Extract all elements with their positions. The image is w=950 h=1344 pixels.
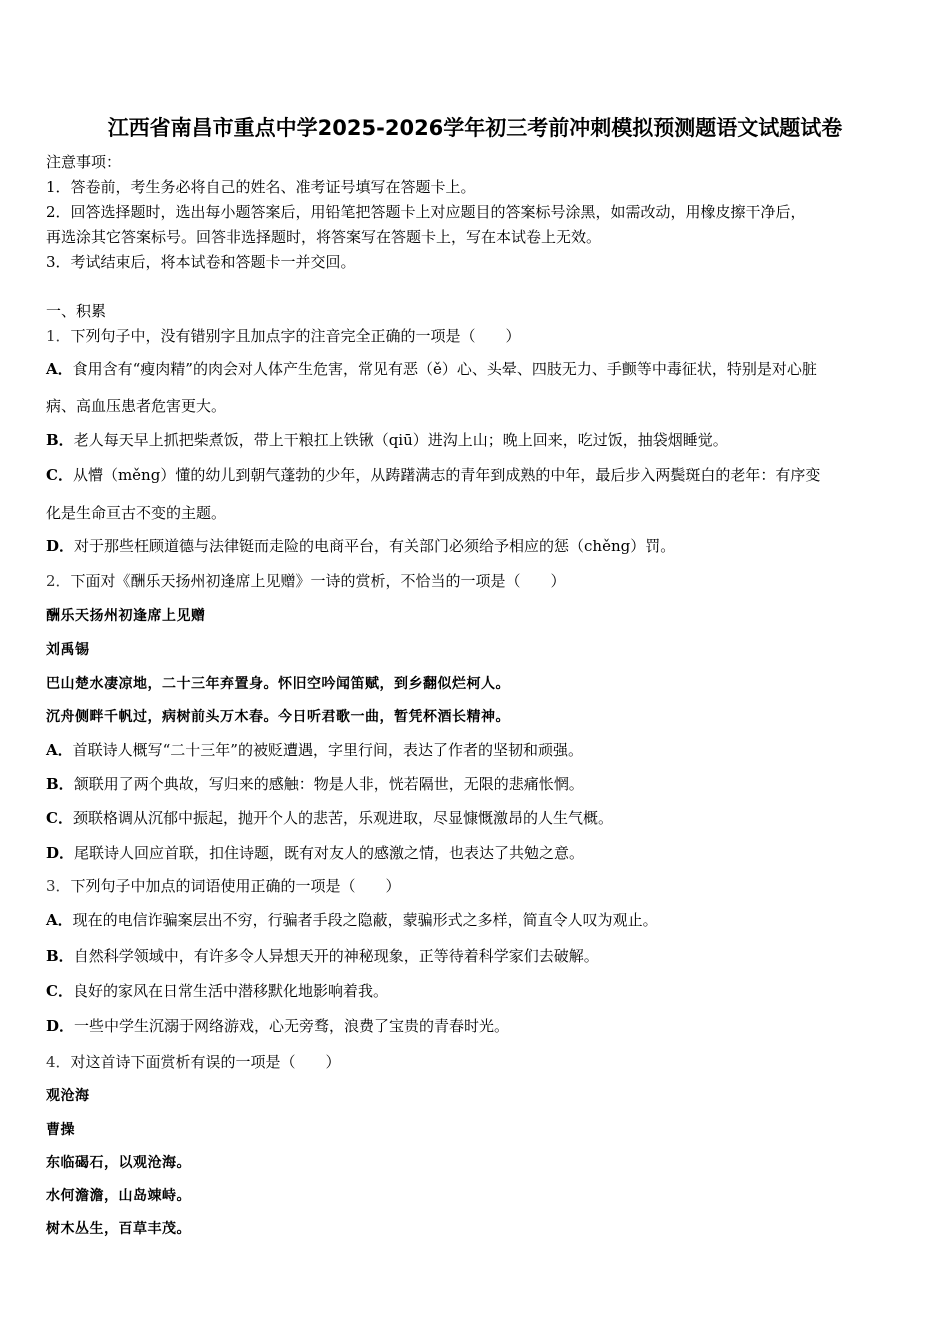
option-label: B． (46, 431, 74, 449)
question-stem: 下面对《酬乐天扬州初逢席上见赠》一诗的赏析，不恰当的一项是（ ） (70, 572, 566, 590)
question-2 (46, 571, 566, 591)
poem-line: 东临碣石，以观沧海。 (46, 1155, 191, 1171)
poem-line: 树木丛生，百草丰茂。 (46, 1221, 191, 1237)
option-text: 从懵（měng）懂的幼儿到朝气蓬勃的少年，从踌躇满志的青年到成熟的中年，最后步入两鬓斑白的老年：有序变 (72, 466, 821, 484)
notice-item: 2．回答选择题时，选出每小题答案后，用铅笔把答题卡上对应题目的答案标号涂黑，如需改动，用橡皮擦干净后， (46, 203, 806, 221)
option-label: B． (46, 775, 74, 793)
poem-author: 曹操 (46, 1122, 75, 1138)
question-number: 1． (46, 327, 71, 345)
option-text: 老人每天早上抓把柴煮饭，带上干粮扛上铁锹（qiū）进沟上山；晚上回来，吃过饭，抽袋烟睡觉。 (73, 431, 728, 449)
option-c (46, 981, 388, 1001)
option-label: C． (46, 809, 73, 827)
section-heading: 一、积累 (46, 302, 107, 320)
option-b (46, 946, 599, 966)
option-a (46, 359, 817, 379)
question-number: 2． (46, 572, 71, 590)
question-stem: 下列句子中，没有错别字且加点字的注音完全正确的一项是（ ） (70, 327, 521, 345)
option-b (46, 430, 728, 450)
option-text: 自然科学领域中，有许多令人异想天开的神秘现象，正等待着科学家们去破解。 (73, 947, 599, 965)
page-title: 江西省南昌市重点中学2025-2026学年初三考前冲刺模拟预测题语文试题试卷 (107, 116, 843, 140)
option-d (46, 843, 584, 863)
poem-author: 刘禹锡 (46, 642, 90, 658)
question-4 (46, 1052, 341, 1072)
option-text: 对于那些枉顾道德与法律铤而走险的电商平台，有关部门必须给予相应的惩（chěng）罚。 (74, 537, 676, 555)
notice-item: 再选涂其它答案标号。回答非选择题时，将答案写在答题卡上，写在本试卷上无效。 (46, 228, 602, 246)
option-label: D． (46, 1017, 75, 1035)
option-text: 颈联格调从沉郁中振起，抛开个人的悲苦，乐观进取，尽显慷慨激昂的人生气概。 (72, 809, 613, 827)
notice-item: 3．考试结束后，将本试卷和答题卡一并交回。 (46, 253, 356, 271)
option-c (46, 465, 820, 485)
question-stem: 下列句子中加点的词语使用正确的一项是（ ） (70, 877, 401, 895)
option-label: D． (46, 844, 75, 862)
option-label: B． (46, 947, 74, 965)
poem-title: 酬乐天扬州初逢席上见赠 (46, 608, 206, 624)
option-label: A． (46, 360, 73, 378)
question-number: 3． (46, 877, 71, 895)
notice-heading: 注意事项： (46, 153, 122, 171)
poem-title: 观沧海 (46, 1088, 90, 1104)
option-label: C． (46, 982, 73, 1000)
option-c (46, 808, 613, 828)
poem-line: 水何澹澹，山岛竦峙。 (46, 1188, 191, 1204)
option-text: 食用含有“瘦肉精”的肉会对人体产生危害，常见有恶（ě）心、头晕、四肢无力、手颤等中毒征状，特别是对心脏 (72, 360, 817, 378)
notice-item: 1．答卷前，考生务必将自己的姓名、准考证号填写在答题卡上。 (46, 178, 476, 196)
poem-line: 巴山楚水凄凉地，二十三年弃置身。怀旧空吟闻笛赋，到乡翻似烂柯人。 (46, 676, 510, 692)
question-3 (46, 876, 401, 896)
option-a-continued: 病、高血压患者危害更大。 (46, 397, 227, 415)
option-d (46, 1016, 509, 1036)
option-b (46, 774, 584, 794)
option-label: D． (46, 537, 75, 555)
poem-line: 沉舟侧畔千帆过，病树前头万木春。今日听君歌一曲，暂凭杯酒长精神。 (46, 709, 510, 725)
option-a (46, 910, 658, 930)
option-text: 颔联用了两个典故，写归来的感触：物是人非，恍若隔世，无限的悲痛怅惘。 (73, 775, 584, 793)
question-stem: 对这首诗下面赏析有误的一项是（ ） (70, 1053, 341, 1071)
option-text: 首联诗人概写“二十三年”的被贬遭遇，字里行间，表达了作者的坚韧和顽强。 (72, 741, 583, 759)
option-label: C． (46, 466, 73, 484)
option-d (46, 536, 675, 556)
option-text: 尾联诗人回应首联，扣住诗题，既有对友人的感激之情，也表达了共勉之意。 (74, 844, 585, 862)
option-label: A． (46, 741, 73, 759)
option-text: 现在的电信诈骗案层出不穷，行骗者手段之隐蔽，蒙骗形式之多样，简直令人叹为观止。 (72, 911, 658, 929)
option-a (46, 740, 583, 760)
question-number: 4． (46, 1053, 71, 1071)
option-label: A． (46, 911, 73, 929)
option-text: 良好的家风在日常生活中潜移默化地影响着我。 (72, 982, 388, 1000)
question-1 (46, 326, 521, 346)
option-text: 一些中学生沉溺于网络游戏，心无旁骛，浪费了宝贵的青春时光。 (74, 1017, 510, 1035)
option-c-continued: 化是生命亘古不变的主题。 (46, 504, 227, 522)
